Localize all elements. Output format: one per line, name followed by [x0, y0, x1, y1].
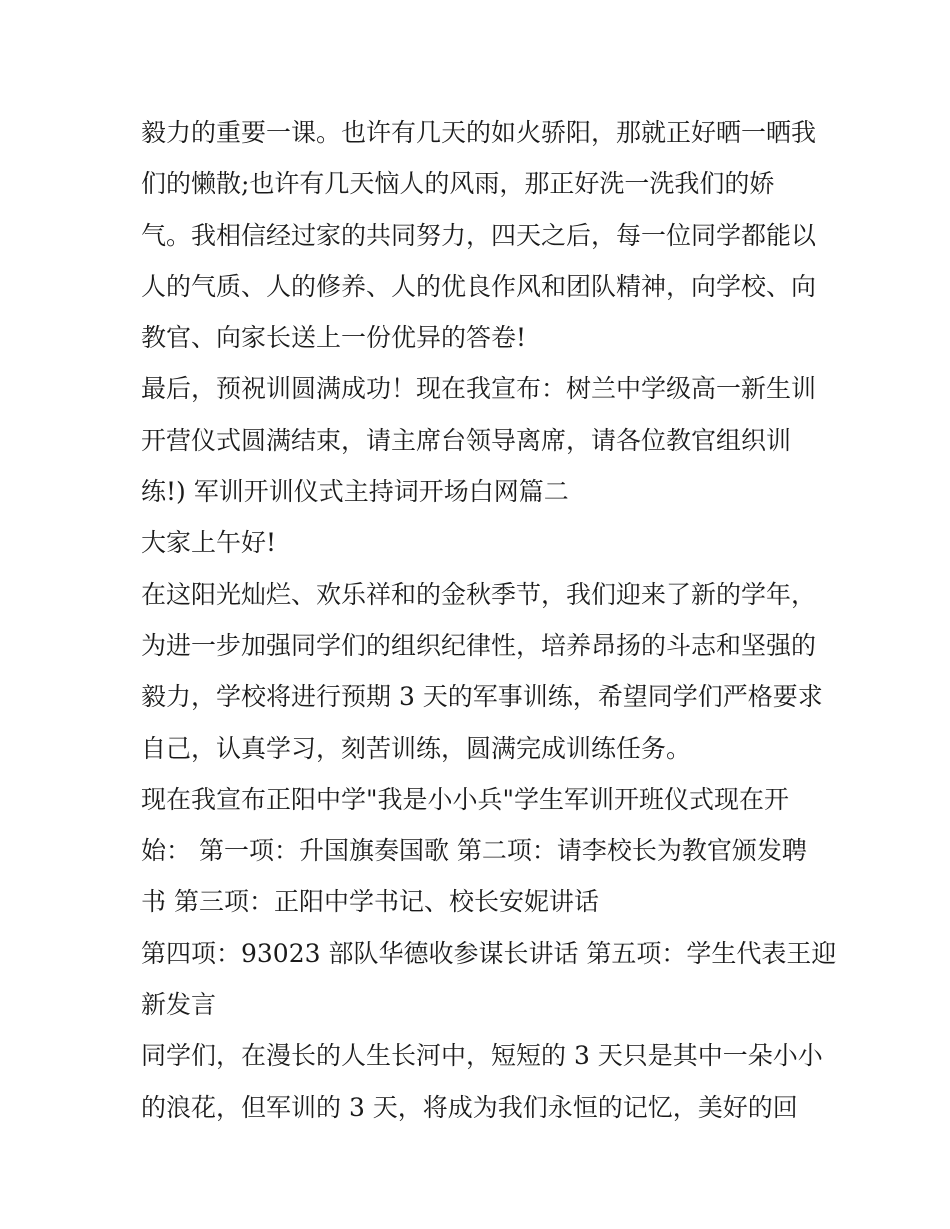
text-line: 为进一步加强同学们的组织纪律性，培养昂扬的斗志和坚强的 — [141, 630, 817, 660]
text-line: 最后，预祝训圆满成功！现在我宣布：树兰中学级高一新生训 — [141, 374, 817, 404]
text-line: 现在我宣布正阳中学"我是小小兵"学生军训开班仪式现在开 — [141, 784, 790, 814]
text-line: 人的气质、人的修养、人的优良作风和团队精神，向学校、向 — [141, 271, 817, 301]
text-line: 毅力，学校将进行预期 3 天的军事训练，希望同学们严格要求 — [141, 682, 823, 712]
text-line: 始： 第一项：升国旗奏国歌 第二项：请李校长为教官颁发聘 — [141, 836, 807, 866]
text-line: 自己，认真学习，刻苦训练，圆满完成训练任务。 — [141, 733, 692, 763]
text-line: 在这阳光灿烂、欢乐祥和的金秋季节，我们迎来了新的学年， — [141, 579, 817, 609]
text-line: 毅力的重要一课。也许有几天的如火骄阳，那就正好晒一晒我 — [141, 118, 817, 147]
text-line: 练!) 军训开训仪式主持词开场白网篇二 — [141, 477, 569, 507]
document-body — [141, 107, 837, 1133]
text-line: 教官、向家长送上一份优异的答卷! — [141, 323, 527, 353]
text-line: 书 第三项：正阳中学书记、校长安妮讲话 — [141, 887, 599, 917]
text-line: 的浪花，但军训的 3 天，将成为我们永恒的记忆，美好的回 — [141, 1092, 798, 1122]
text-line: 气。我相信经过家的共同努力，四天之后，每一位同学都能以 — [141, 220, 817, 250]
text-line: 大家上午好! — [141, 528, 277, 558]
text-line: 们的懒散;也许有几天恼人的风雨，那正好洗一洗我们的娇 — [141, 169, 775, 199]
text-line: 同学们，在漫长的人生长河中，短短的 3 天只是其中一朵小小 — [141, 1041, 823, 1071]
text-line: 开营仪式圆满结束，请主席台领导离席，请各位教官组织训 — [141, 425, 792, 455]
text-line: 新发言 — [141, 990, 217, 1020]
text-line: 第四项：93023 部队华德收参谋长讲话 第五项：学生代表王迎 — [141, 938, 837, 968]
